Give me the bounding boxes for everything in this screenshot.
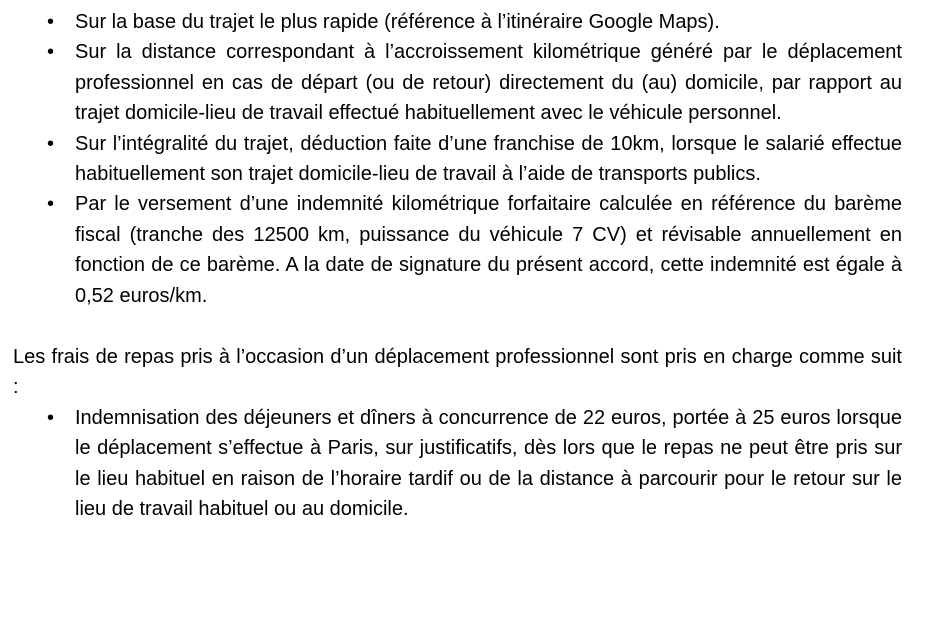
travel-distance-list bbox=[13, 7, 902, 311]
bullet-icon: • bbox=[47, 11, 55, 33]
list-item-text: Indemnisation des déjeuners et dîners à concurrence de 22 euros, portée à 25 euros lorsque le déplacement s’effectue à Paris, sur justificatifs, dès lors que le repas ne peut être pris sur le lieu habituel en raison de l’horaire tardif ou de la distance à parcourir pour le retour sur le lieu de travail habituel ou au domicile. bbox=[75, 406, 902, 521]
list-item bbox=[13, 129, 902, 190]
list-item bbox=[13, 403, 902, 525]
list-item bbox=[13, 7, 902, 37]
meal-expenses-paragraph: Les frais de repas pris à l’occasion d’un déplacement professionnel sont pris en charge comme suit : bbox=[13, 346, 902, 399]
list-item bbox=[13, 37, 902, 128]
bullet-icon: • bbox=[47, 132, 55, 155]
list-item-text: Sur la distance correspondant à l’accroissement kilométrique généré par le déplacement professionnel en cas de départ (ou de retour) directement du (au) domicile, par rapport au trajet domicile-lieu de travail effectué habituellement avec le véhicule personnel. bbox=[75, 41, 902, 125]
list-item-text: Sur l’intégralité du trajet, déduction faite d’une franchise de 10km, lorsque le salarié effectue habituellement son trajet domicile-lieu de travail à l’aide de transports publics. bbox=[75, 132, 902, 186]
list-item bbox=[13, 189, 902, 311]
bullet-icon: • bbox=[47, 406, 55, 429]
document-body bbox=[13, 7, 902, 525]
list-item-text: Sur la base du trajet le plus rapide (référence à l’itinéraire Google Maps). bbox=[75, 11, 720, 33]
bullet-icon: • bbox=[47, 193, 55, 216]
bullet-icon: • bbox=[47, 41, 55, 64]
list-item-text: Par le versement d’une indemnité kilométrique forfaitaire calculée en référence du barème fiscal (tranche des 12500 km, puissance du véhicule 7 CV) et révisable annuellement en fonction de ce barème. A la date de signature du présent accord, cette indemnité est égale à 0,52 euros/km. bbox=[75, 193, 902, 307]
paragraph-spacer bbox=[13, 311, 902, 342]
meal-expenses-list bbox=[13, 403, 902, 525]
